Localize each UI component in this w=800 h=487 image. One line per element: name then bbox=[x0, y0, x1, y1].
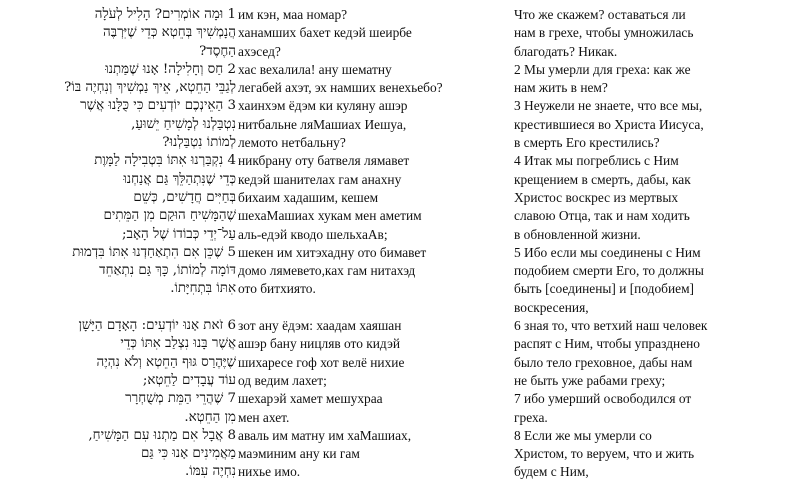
translit-line: кедэй шанителах гам анахну bbox=[238, 171, 402, 187]
hebrew-line: עַל־יְדֵי כְּבוֹדוֹ שֶׁל הָאָב; bbox=[122, 226, 236, 242]
hebrew-column bbox=[6, 6, 236, 482]
translit-line: ханамших бахет кедэй шеирбе bbox=[238, 25, 412, 41]
hebrew-line: שֶׁיֶּהֶרַס גּוּף הַחֵטְא וְלֹא נִהְיֶה bbox=[96, 354, 236, 370]
translit-line: ашэр бану ницляв ото кидэй bbox=[238, 336, 400, 352]
translit-line: хас вехалила! ану шематну bbox=[238, 61, 392, 77]
russian-line: крещением в смерть, дабы, как bbox=[514, 171, 691, 187]
hebrew-line: עוֹד עֲבָדִים לַחֵטְא; bbox=[142, 372, 236, 388]
translit-line: нихье имо. bbox=[238, 464, 301, 480]
russian-line: 5 Ибо если мы соединены с Ним bbox=[514, 244, 701, 260]
hebrew-line: 1 וּמָה אוֹמְרִים? הָלִיל לְעֹלָה bbox=[94, 7, 236, 22]
translit-line: аль-едэй кводо шельхаАв; bbox=[238, 226, 388, 242]
translit-line: ахэсед? bbox=[238, 43, 281, 59]
hebrew-line: הֲנָמְשִׁיךְ בְּחֵטְא כְּדֵי שֶׁיִּרְבֶּה bbox=[102, 25, 236, 41]
translit-line: од ведим лахет; bbox=[238, 372, 327, 388]
hebrew-line: דּוֹמָה לְמוֹתוֹ, כָּךְ גַּם נִתְאַחֵד bbox=[99, 263, 236, 279]
translit-line: шекен им хитэхадну ото бимавет bbox=[238, 244, 427, 260]
hebrew-line: 2 חַס וְחָלִילָה! אָנוּ שֶׁמַּתְנוּ bbox=[105, 61, 236, 77]
hebrew-line: נִחְיֶה עִמּוֹ. bbox=[185, 464, 236, 480]
russian-line: 4 Итак мы погреблись с Ним bbox=[514, 153, 679, 169]
hebrew-line: שֶׁהַמָּשִׁיחַ הוּקַם מִן הַמֵּתִים bbox=[103, 208, 236, 224]
translit-line: аваль им матну им хаМашиах, bbox=[238, 427, 412, 443]
russian-line: не быть уже рабами греху; bbox=[514, 372, 666, 388]
russian-line: в смерть Его крестились? bbox=[514, 135, 660, 151]
russian-line: 7 ибо умерший освободился от bbox=[514, 391, 692, 407]
russian-line: благодать? Никак. bbox=[514, 43, 618, 59]
russian-line: распят с Ним, чтобы упразднено bbox=[514, 336, 700, 352]
hebrew-line: כְּדֵי שֶׁנִּתְהַלֵּךְ גַּם אֲנַחְנוּ bbox=[123, 171, 236, 187]
russian-line: было тело греховное, дабы нам bbox=[514, 354, 693, 370]
russian-line: 6 зная то, что ветхий наш человек bbox=[514, 318, 708, 334]
hebrew-line: לְמוֹתוֹ נִטְבַּלְנוּ? bbox=[162, 135, 236, 151]
translit-line: шехаМашиах хукам мен аметим bbox=[238, 208, 422, 224]
hebrew-line: מִן הַחֵטְא. bbox=[184, 409, 236, 425]
translit-line: ото битхиято. bbox=[238, 281, 316, 297]
hebrew-line: אִתּוֹ בִּתְחִיָּתוֹ. bbox=[170, 281, 236, 297]
russian-line: воскресения, bbox=[514, 299, 589, 315]
russian-column bbox=[514, 6, 796, 482]
hebrew-line: 8 אֲבָל אִם מַתְנוּ עִם הַמָּשִׁיחַ, bbox=[88, 427, 236, 443]
russian-line: в обновленной жизни. bbox=[514, 226, 641, 242]
translit-line bbox=[238, 299, 486, 317]
translit-line: шехарэй хамет мешухраа bbox=[238, 391, 383, 407]
russian-line: Христом, то веруем, что и жить bbox=[514, 446, 695, 462]
russian-line: крестившиеся во Христа Иисуса, bbox=[514, 116, 704, 132]
translit-line: им кэн, маа номар? bbox=[238, 7, 348, 22]
hebrew-line: אֲשֶׁר בָּנוּ נִצְלַב אִתּוֹ כְּדֵי bbox=[120, 336, 236, 352]
hebrew-line: לְגַבֵּי הַחֵטְא, אֵיךְ נַמְשִׁיךְ וְנִחְיֶה בּוֹ? bbox=[64, 80, 236, 96]
hebrew-line: 3 הַאֵינְכֶם יוֹדְעִים כִּי כֻּלָּנוּ אֲשֶׁר bbox=[80, 98, 236, 114]
russian-line: 8 Если же мы умерли со bbox=[514, 427, 652, 443]
translit-line: мен ахет. bbox=[238, 409, 290, 425]
hebrew-line bbox=[6, 299, 236, 317]
translit-line: бихаим хадашим, кешем bbox=[238, 189, 379, 205]
hebrew-line: 7 שֶׁהֲרֵי הַמֵּת מְשֻׁחְרָר bbox=[125, 391, 236, 407]
hebrew-line: בְּחַיִּים חֲדָשִׁים, כְּשֵׁם bbox=[133, 189, 236, 205]
translit-line: лемото нетбальну? bbox=[238, 135, 346, 151]
russian-line: 2 Мы умерли для греха: как же bbox=[514, 61, 691, 77]
russian-line: Что же скажем? оставаться ли bbox=[514, 7, 686, 22]
russian-line: славою Отца, так и нам ходить bbox=[514, 208, 690, 224]
russian-line: Христос воскрес из мертвых bbox=[514, 189, 679, 205]
russian-line: 3 Неужели не знаете, что все мы, bbox=[514, 98, 703, 114]
transliteration-column bbox=[238, 6, 486, 482]
translit-line: шихаресе гоф хот велё нихие bbox=[238, 354, 405, 370]
russian-line: нам в грехе, чтобы умножилась bbox=[514, 25, 694, 41]
russian-line: быть [соединены] и [подобием] bbox=[514, 281, 695, 297]
russian-line: греха. bbox=[514, 409, 548, 425]
translit-line: никбрану оту батвеля лямавет bbox=[238, 153, 410, 169]
translit-line: хаинхэм ёдэм ки куляну ашэр bbox=[238, 98, 408, 114]
hebrew-line: 4 נִקְבַּרְנוּ אִתּוֹ בִּטְבִילָה לַמָּוֶת bbox=[94, 153, 236, 169]
russian-line: будем с Ним, bbox=[514, 464, 589, 480]
russian-line: нам жить в нем? bbox=[514, 80, 608, 96]
translit-line: легабей ахэт, эх намших венехьебо? bbox=[238, 80, 443, 96]
hebrew-line: הַחֶסֶד? bbox=[199, 43, 236, 59]
translit-line: домо лямевето,ках гам нитахэд bbox=[238, 263, 416, 279]
hebrew-line: 6 זֹאת אָנוּ יוֹדְעִים: הָאָדָם הַיָּשָׁן bbox=[78, 318, 236, 334]
hebrew-line: נִטְבַּלְנוּ לְמָשִׁיחַ יֵשׁוּעַ, bbox=[131, 116, 236, 132]
russian-line: подобием смерти Его, то должны bbox=[514, 263, 704, 279]
translit-line: нитбальне ляМашиах Иешуа, bbox=[238, 116, 407, 132]
translit-line: зот ану ёдэм: хаадам хаяшан bbox=[238, 318, 402, 334]
hebrew-line: 5 שֶׁכֵּן אִם הִתְאַחַדְנוּ אִתּוֹ בִּדְמוּת bbox=[72, 244, 236, 260]
translit-line: маэминим ану ки гам bbox=[238, 446, 360, 462]
hebrew-line: מַאֲמִינִים אָנוּ כִּי גַּם bbox=[140, 446, 236, 462]
